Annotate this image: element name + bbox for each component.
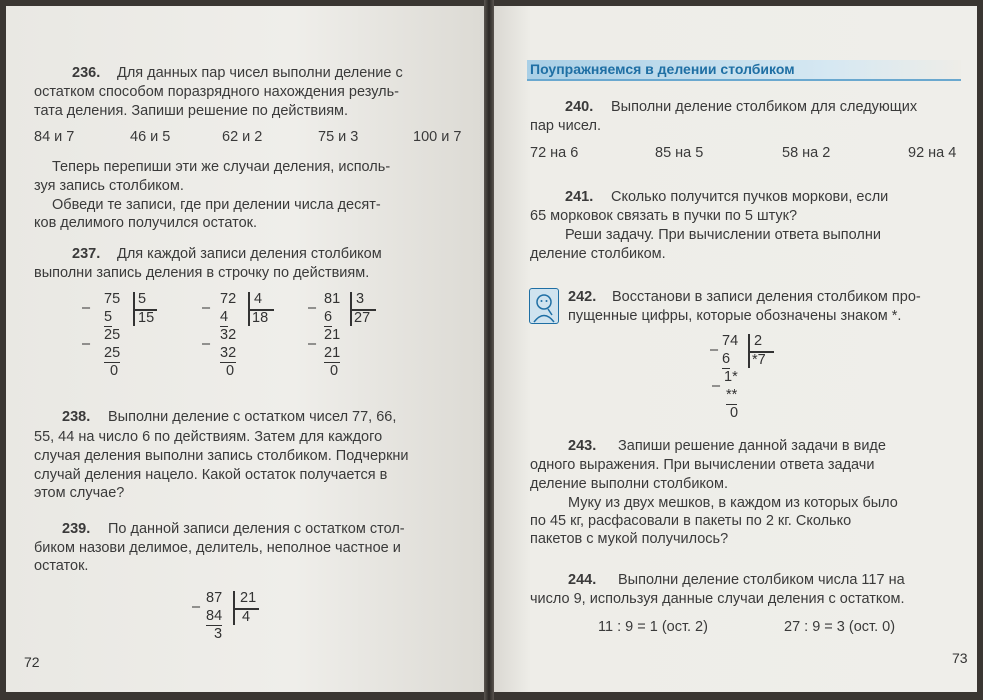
text-line: остатком способом поразрядного нахождения резуль- xyxy=(34,84,399,100)
dividend: 87 xyxy=(206,590,223,606)
remainder: 0 xyxy=(330,363,339,379)
exercise-number: 237. xyxy=(72,246,101,262)
divisor: 5 xyxy=(138,291,147,307)
pair: 58 на 2 xyxy=(782,145,831,161)
text-line: случая деления выполни запись столбиком. Подчеркни xyxy=(34,448,409,464)
pair: 72 на 6 xyxy=(530,145,579,161)
remainder: 0 xyxy=(730,405,739,421)
exercise-number: 239. xyxy=(62,521,91,537)
text-line: остаток. xyxy=(34,558,89,574)
text-line: Теперь перепиши эти же случаи деления, исполь- xyxy=(52,159,391,175)
text-line: одного выражения. При вычислении ответа задачи xyxy=(530,457,875,473)
partial-dividend: 25 xyxy=(104,327,121,343)
text-line: Обведи те записи, где при делении числа десят- xyxy=(52,197,381,213)
text-line: тата деления. Запиши решение по действиям. xyxy=(34,103,349,119)
equation: 11 : 9 = 1 (ост. 2) xyxy=(598,619,708,635)
text-line: Муку из двух мешков, в каждом из которых было xyxy=(568,495,898,511)
text-line: Выполни деление столбиком для следующих xyxy=(611,99,918,115)
textbook-spread: 236. Для данных пар чисел выполни деление с остатком способом поразрядного нахождения резуль- тата деления. Запиши решение по действиям. 84 и 7 46 и 5 62 и 2 75 и 3 100 и 7 Теперь перепиши эти же случаи деления, исполь- зуя запись столбиком. Обведи те записи, где при делении числа десят- ков делимого получился остаток. 237. Для каждой записи деления столбиком выполни запись деления в строчку по действиям. – 75 5 15 5 – 25 25 0 – 72 4 18 4 – 32 32 0 – 81 3 27 6 – 21 21 0 238. Выполни деление с остатком чисел 77, 66, 55, 44 на число 6 по действиям. Затем для каждого случая деления выполни запись столбиком. Подчеркни случай деления нацело. Какой остаток получается в этом случае? 239. По данной записи деления с остатком стол- биком назови делимое, делитель, неполное частное и остаток. – 87 21 4 84 3 72 Поупражняемся в делении столбиком 240. Выполни деление столбиком для следующих пар чисел. 72 на 6 85 на 5 58 на 2 92 на 4 241. Сколько получится пучков моркови, если 65 морковок связать в пучки по 5 штук? Реши задачу. При вычислении ответа выполни деление столбиком. 242. Восстанови в записи деления столбиком про- пущенные цифры, которые обозначены знаком *. – 74 2 *7 6 – 1* ** 0 243. Запиши решение данной задачи в виде одного выражения. При вычислении ответа задачи деление выполни столбиком. Муку из двух мешков, в каждом из которых было по 45 кг, расфасовали в пакеты по 2 кг. Сколько пакетов с мукой получилось? 244. Выполни деление столбиком числа 117 на число 9, используя данные случаи деления с остатком. 11 : 9 = 1 (ост. 2) 27 : 9 = 3 (ост. 0) 73 xyxy=(0,0,983,700)
text-line: случай деления нацело. Какой остаток получается в xyxy=(34,467,388,483)
subtrahend: ** xyxy=(726,387,738,403)
subtrahend: 6 xyxy=(722,351,731,367)
text-line: биком назови делимое, делитель, неполное частное и xyxy=(34,540,401,556)
exercise-number: 241. xyxy=(565,189,594,205)
quotient: 4 xyxy=(242,609,251,625)
text-line: Для каждой записи деления столбиком xyxy=(117,246,382,262)
remainder: 3 xyxy=(214,626,223,642)
text-line: деление столбиком. xyxy=(530,246,666,262)
pair: 84 и 7 xyxy=(34,129,75,145)
remainder: 0 xyxy=(110,363,119,379)
pair: 92 на 4 xyxy=(908,145,957,161)
text-line: По данной записи деления с остатком стол- xyxy=(108,521,405,537)
subtrahend: 5 xyxy=(104,309,113,325)
text-line: пакетов с мукой получилось? xyxy=(530,531,729,547)
exercise-number: 243. xyxy=(568,438,597,454)
section-heading xyxy=(527,60,961,81)
divisor: 4 xyxy=(254,291,263,307)
subtrahend: 25 xyxy=(104,345,121,361)
exercise-number: 244. xyxy=(568,572,597,588)
text-line: Запиши решение данной задачи в виде xyxy=(618,438,886,454)
dividend: 74 xyxy=(722,333,739,349)
subtrahend: 32 xyxy=(220,345,237,361)
text-line: пущенные цифры, которые обозначены знаком *. xyxy=(568,308,902,324)
remainder: 0 xyxy=(226,363,235,379)
text-line: выполни запись деления в строчку по действиям. xyxy=(34,265,370,281)
divisor: 2 xyxy=(754,333,763,349)
exercise-number: 238. xyxy=(62,409,91,425)
text-line: 55, 44 на число 6 по действиям. Затем для каждого xyxy=(34,429,383,445)
text-line: Сколько получится пучков моркови, если xyxy=(611,189,889,205)
text-line: 65 морковок связать в пучки по 5 штук? xyxy=(530,208,798,224)
text-line: Восстанови в записи деления столбиком про- xyxy=(612,289,921,305)
partial-dividend: 1* xyxy=(724,369,738,385)
pair: 85 на 5 xyxy=(655,145,704,161)
dividend: 75 xyxy=(104,291,121,307)
text-line: ков делимого получился остаток. xyxy=(34,215,258,231)
page-number-right: 73 xyxy=(952,650,968,666)
text-line: зуя запись столбиком. xyxy=(34,178,184,194)
text-line: по 45 кг, расфасовали в пакеты по 2 кг. Сколько xyxy=(530,513,852,529)
divisor: 3 xyxy=(356,291,365,307)
pair: 62 и 2 xyxy=(222,129,263,145)
text-line: этом случае? xyxy=(34,485,125,501)
text-line: пар чисел. xyxy=(530,118,601,134)
book-spine xyxy=(484,0,494,700)
text-line: деление выполни столбиком. xyxy=(530,476,728,492)
text-line: Выполни деление с остатком чисел 77, 66, xyxy=(108,409,397,425)
text-line: Выполни деление столбиком числа 117 на xyxy=(618,572,905,588)
exercise-number: 240. xyxy=(565,99,594,115)
section-heading-text: Поупражняемся в делении столбиком xyxy=(530,61,795,77)
pair: 75 и 3 xyxy=(318,129,359,145)
text-line: Реши задачу. При вычислении ответа выполни xyxy=(565,227,881,243)
divisor: 21 xyxy=(240,590,257,606)
page-number-left: 72 xyxy=(24,654,40,670)
text-line: Для данных пар чисел выполни деление с xyxy=(117,65,403,81)
subtrahend: 6 xyxy=(324,309,333,325)
thinking-student-icon xyxy=(529,288,559,324)
pair: 100 и 7 xyxy=(413,129,462,145)
equation: 27 : 9 = 3 (ост. 0) xyxy=(784,619,896,635)
text-line: число 9, используя данные случаи деления с остатком. xyxy=(530,591,905,607)
quotient: 27 xyxy=(354,310,371,326)
quotient: 18 xyxy=(252,310,269,326)
exercise-number: 236. xyxy=(72,65,101,81)
dividend: 81 xyxy=(324,291,341,307)
partial-dividend: 21 xyxy=(324,327,341,343)
partial-dividend: 32 xyxy=(220,327,237,343)
pair: 46 и 5 xyxy=(130,129,171,145)
exercise-number: 242. xyxy=(568,289,597,305)
quotient: *7 xyxy=(752,352,766,368)
subtrahend: 21 xyxy=(324,345,341,361)
quotient: 15 xyxy=(138,310,155,326)
subtrahend: 84 xyxy=(206,608,223,624)
dividend: 72 xyxy=(220,291,237,307)
subtrahend: 4 xyxy=(220,309,229,325)
